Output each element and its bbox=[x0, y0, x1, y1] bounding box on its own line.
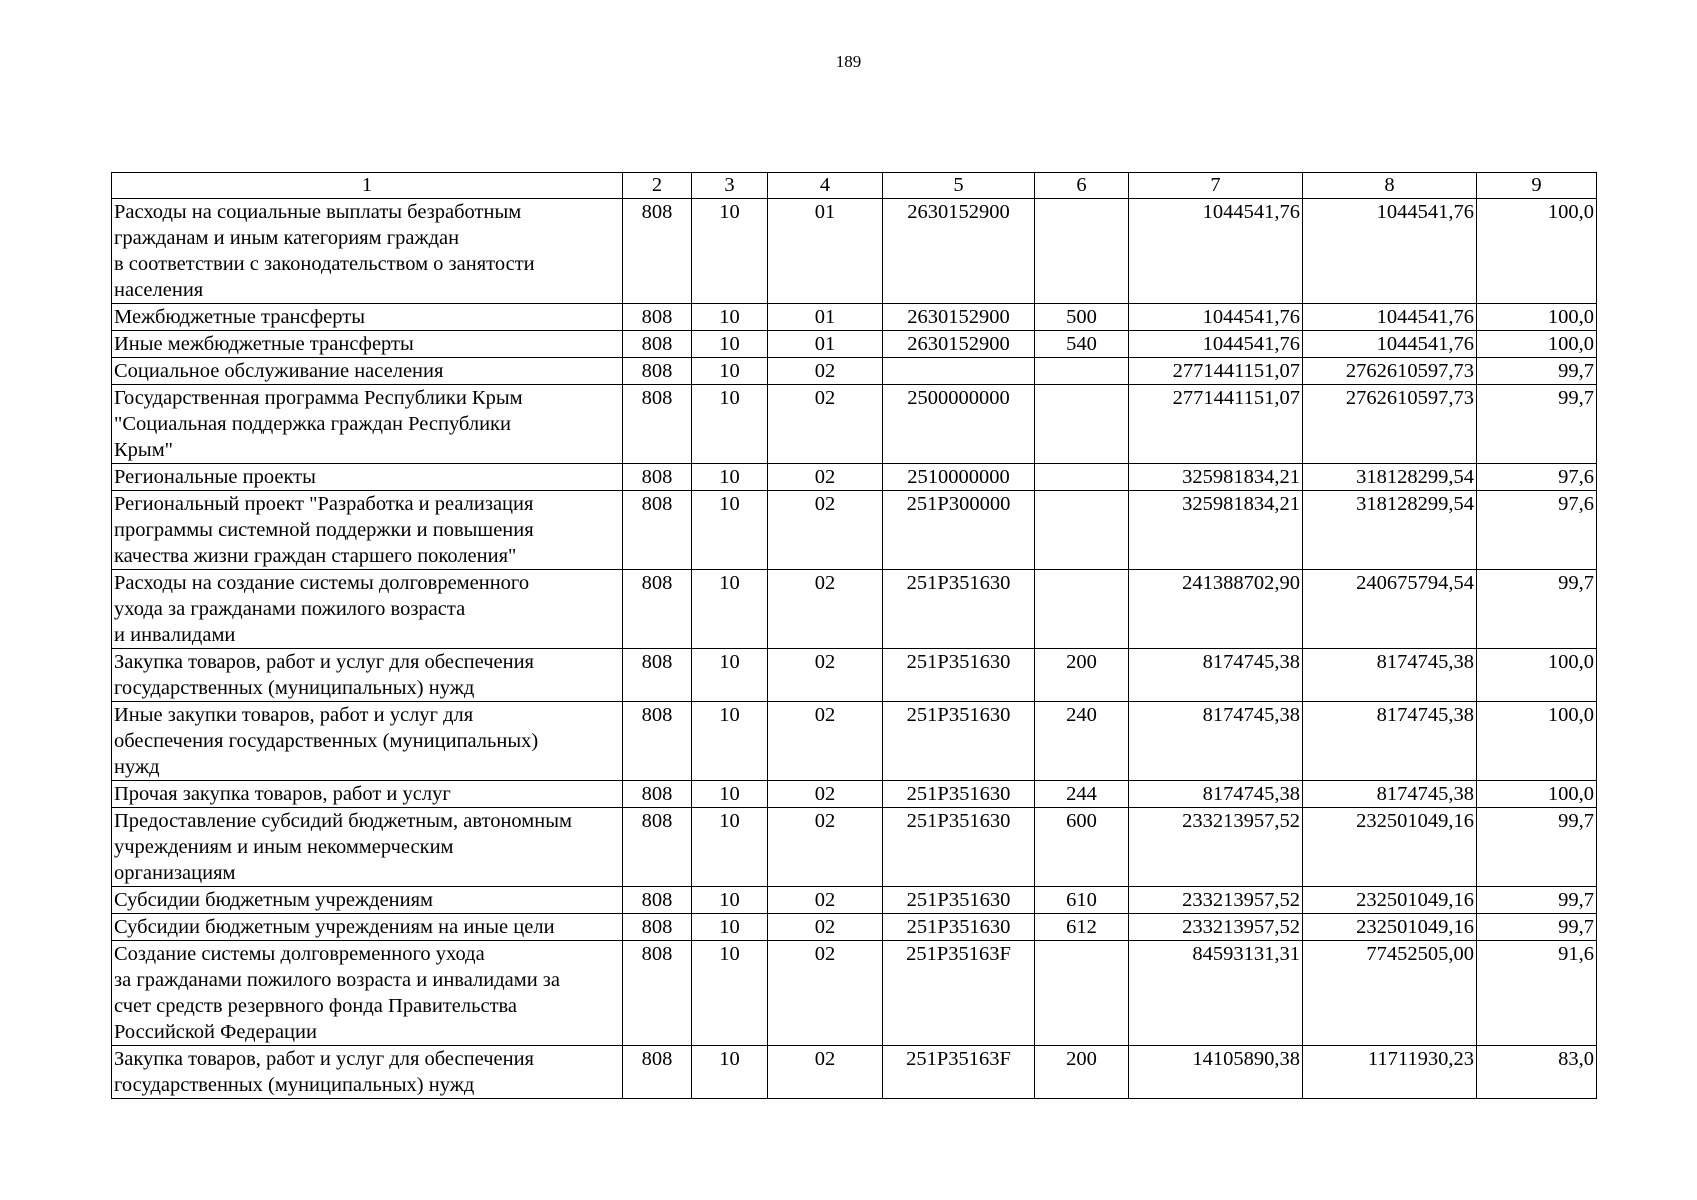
approved-amount-cell: 8174745,38 bbox=[1129, 649, 1303, 702]
description-cell bbox=[112, 781, 623, 808]
section-code-cell: 10 bbox=[692, 702, 768, 781]
description-line: Межбюджетные трансферты bbox=[114, 306, 365, 328]
expense-type-cell bbox=[1035, 941, 1129, 1046]
ministry-code-cell: 808 bbox=[623, 702, 692, 781]
description-line: счет средств резервного фонда Правительства bbox=[114, 995, 518, 1017]
expense-type-cell: 200 bbox=[1035, 649, 1129, 702]
description-line: за гражданами пожилого возраста и инвалидами за bbox=[114, 969, 560, 991]
table-row bbox=[112, 385, 1597, 464]
column-header: 5 bbox=[883, 173, 1035, 199]
target-article-cell: 251P351630 bbox=[883, 887, 1035, 914]
executed-amount-cell: 8174745,38 bbox=[1303, 649, 1477, 702]
expense-type-cell bbox=[1035, 491, 1129, 570]
target-article-cell: 2630152900 bbox=[883, 331, 1035, 358]
ministry-code-cell: 808 bbox=[623, 1046, 692, 1099]
description-cell bbox=[112, 570, 623, 649]
ministry-code-cell: 808 bbox=[623, 331, 692, 358]
target-article-cell: 251P351630 bbox=[883, 914, 1035, 941]
expense-type-cell bbox=[1035, 464, 1129, 491]
section-code-cell: 10 bbox=[692, 649, 768, 702]
page-number: 189 bbox=[835, 52, 862, 71]
subsection-code-cell: 02 bbox=[768, 491, 883, 570]
approved-amount-cell: 233213957,52 bbox=[1129, 887, 1303, 914]
description-cell bbox=[112, 358, 623, 385]
execution-percent-cell: 91,6 bbox=[1477, 941, 1597, 1046]
expense-type-cell: 610 bbox=[1035, 887, 1129, 914]
subsection-code-cell: 02 bbox=[768, 702, 883, 781]
subsection-code-cell: 01 bbox=[768, 199, 883, 304]
description-line: Субсидии бюджетным учреждениям bbox=[114, 889, 434, 911]
ministry-code-cell: 808 bbox=[623, 304, 692, 331]
description-line: населения bbox=[114, 279, 204, 301]
ministry-code-cell: 808 bbox=[623, 914, 692, 941]
description-cell bbox=[112, 808, 623, 887]
budget-table bbox=[111, 172, 1597, 1099]
expense-type-cell: 600 bbox=[1035, 808, 1129, 887]
expense-type-cell: 200 bbox=[1035, 1046, 1129, 1099]
target-article-cell: 2500000000 bbox=[883, 385, 1035, 464]
execution-percent-cell: 100,0 bbox=[1477, 304, 1597, 331]
executed-amount-cell: 77452505,00 bbox=[1303, 941, 1477, 1046]
target-article-cell: 251P35163F bbox=[883, 941, 1035, 1046]
section-code-cell: 10 bbox=[692, 464, 768, 491]
executed-amount-cell: 232501049,16 bbox=[1303, 808, 1477, 887]
expense-type-cell bbox=[1035, 358, 1129, 385]
table-row bbox=[112, 304, 1597, 331]
execution-percent-cell: 100,0 bbox=[1477, 199, 1597, 304]
subsection-code-cell: 02 bbox=[768, 464, 883, 491]
column-header: 3 bbox=[692, 173, 768, 199]
expense-type-cell bbox=[1035, 570, 1129, 649]
ministry-code-cell: 808 bbox=[623, 887, 692, 914]
target-article-cell: 251P351630 bbox=[883, 702, 1035, 781]
executed-amount-cell: 318128299,54 bbox=[1303, 491, 1477, 570]
section-code-cell: 10 bbox=[692, 304, 768, 331]
table-body bbox=[112, 173, 1597, 1099]
ministry-code-cell: 808 bbox=[623, 491, 692, 570]
target-article-cell: 2630152900 bbox=[883, 304, 1035, 331]
executed-amount-cell: 318128299,54 bbox=[1303, 464, 1477, 491]
description-line: Закупка товаров, работ и услуг для обеспечения bbox=[114, 1048, 534, 1070]
execution-percent-cell: 99,7 bbox=[1477, 570, 1597, 649]
column-header: 7 bbox=[1129, 173, 1303, 199]
description-cell bbox=[112, 941, 623, 1046]
approved-amount-cell: 2771441151,07 bbox=[1129, 385, 1303, 464]
subsection-code-cell: 02 bbox=[768, 1046, 883, 1099]
section-code-cell: 10 bbox=[692, 358, 768, 385]
description-line: гражданам и иным категориям граждан bbox=[114, 227, 460, 249]
subsection-code-cell: 02 bbox=[768, 649, 883, 702]
description-cell bbox=[112, 702, 623, 781]
approved-amount-cell: 325981834,21 bbox=[1129, 464, 1303, 491]
approved-amount-cell: 2771441151,07 bbox=[1129, 358, 1303, 385]
approved-amount-cell: 233213957,52 bbox=[1129, 808, 1303, 887]
description-line: Иные межбюджетные трансферты bbox=[114, 333, 414, 355]
executed-amount-cell: 232501049,16 bbox=[1303, 887, 1477, 914]
description-cell bbox=[112, 914, 623, 941]
table-row bbox=[112, 887, 1597, 914]
section-code-cell: 10 bbox=[692, 914, 768, 941]
description-line: нужд bbox=[114, 756, 160, 778]
target-article-cell: 251P35163F bbox=[883, 1046, 1035, 1099]
column-header: 1 bbox=[112, 173, 623, 199]
ministry-code-cell: 808 bbox=[623, 941, 692, 1046]
description-line: Предоставление субсидий бюджетным, автономным bbox=[114, 810, 572, 832]
description-line: Региональный проект "Разработка и реализация bbox=[114, 493, 534, 515]
subsection-code-cell: 02 bbox=[768, 385, 883, 464]
description-cell bbox=[112, 385, 623, 464]
executed-amount-cell: 11711930,23 bbox=[1303, 1046, 1477, 1099]
approved-amount-cell: 1044541,76 bbox=[1129, 199, 1303, 304]
description-line: Прочая закупка товаров, работ и услуг bbox=[114, 783, 451, 805]
subsection-code-cell: 01 bbox=[768, 304, 883, 331]
target-article-cell: 251P300000 bbox=[883, 491, 1035, 570]
description-line: учреждениям и иным некоммерческим bbox=[114, 836, 454, 858]
executed-amount-cell: 1044541,76 bbox=[1303, 304, 1477, 331]
target-article-cell: 251P351630 bbox=[883, 570, 1035, 649]
table-row bbox=[112, 808, 1597, 887]
section-code-cell: 10 bbox=[692, 385, 768, 464]
executed-amount-cell: 240675794,54 bbox=[1303, 570, 1477, 649]
table-row bbox=[112, 781, 1597, 808]
execution-percent-cell: 83,0 bbox=[1477, 1046, 1597, 1099]
description-line: в соответствии с законодательством о занятости bbox=[114, 253, 535, 275]
section-code-cell: 10 bbox=[692, 781, 768, 808]
expense-type-cell: 240 bbox=[1035, 702, 1129, 781]
description-cell bbox=[112, 464, 623, 491]
target-article-cell: 2630152900 bbox=[883, 199, 1035, 304]
description-line: Крым" bbox=[114, 439, 174, 461]
execution-percent-cell: 99,7 bbox=[1477, 914, 1597, 941]
description-line: Иные закупки товаров, работ и услуг для bbox=[114, 704, 474, 726]
executed-amount-cell: 1044541,76 bbox=[1303, 331, 1477, 358]
section-code-cell: 10 bbox=[692, 1046, 768, 1099]
approved-amount-cell: 8174745,38 bbox=[1129, 702, 1303, 781]
executed-amount-cell: 1044541,76 bbox=[1303, 199, 1477, 304]
description-line: Расходы на создание системы долговременного bbox=[114, 572, 530, 594]
column-header: 9 bbox=[1477, 173, 1597, 199]
subsection-code-cell: 01 bbox=[768, 331, 883, 358]
executed-amount-cell: 8174745,38 bbox=[1303, 702, 1477, 781]
description-line: Закупка товаров, работ и услуг для обеспечения bbox=[114, 651, 534, 673]
ministry-code-cell: 808 bbox=[623, 781, 692, 808]
approved-amount-cell: 8174745,38 bbox=[1129, 781, 1303, 808]
description-line: ухода за гражданами пожилого возраста bbox=[114, 598, 466, 620]
target-article-cell: 251P351630 bbox=[883, 649, 1035, 702]
column-header: 2 bbox=[623, 173, 692, 199]
executed-amount-cell: 232501049,16 bbox=[1303, 914, 1477, 941]
expense-type-cell: 244 bbox=[1035, 781, 1129, 808]
ministry-code-cell: 808 bbox=[623, 199, 692, 304]
subsection-code-cell: 02 bbox=[768, 781, 883, 808]
description-cell bbox=[112, 649, 623, 702]
description-line: государственных (муниципальных) нужд bbox=[114, 677, 475, 699]
target-article-cell bbox=[883, 358, 1035, 385]
ministry-code-cell: 808 bbox=[623, 570, 692, 649]
target-article-cell: 2510000000 bbox=[883, 464, 1035, 491]
execution-percent-cell: 99,7 bbox=[1477, 887, 1597, 914]
execution-percent-cell: 100,0 bbox=[1477, 331, 1597, 358]
section-code-cell: 10 bbox=[692, 941, 768, 1046]
description-line: Создание системы долговременного ухода bbox=[114, 943, 485, 965]
approved-amount-cell: 14105890,38 bbox=[1129, 1046, 1303, 1099]
table-row bbox=[112, 491, 1597, 570]
description-cell bbox=[112, 887, 623, 914]
execution-percent-cell: 99,7 bbox=[1477, 358, 1597, 385]
description-line: и инвалидами bbox=[114, 624, 236, 646]
description-line: Расходы на социальные выплаты безработным bbox=[114, 201, 522, 223]
execution-percent-cell: 97,6 bbox=[1477, 491, 1597, 570]
description-line: организациям bbox=[114, 862, 236, 884]
column-header: 4 bbox=[768, 173, 883, 199]
section-code-cell: 10 bbox=[692, 199, 768, 304]
approved-amount-cell: 1044541,76 bbox=[1129, 331, 1303, 358]
description-cell bbox=[112, 304, 623, 331]
target-article-cell: 251P351630 bbox=[883, 808, 1035, 887]
description-line: обеспечения государственных (муниципальных) bbox=[114, 730, 539, 752]
subsection-code-cell: 02 bbox=[768, 914, 883, 941]
table-row bbox=[112, 1046, 1597, 1099]
table-row bbox=[112, 941, 1597, 1046]
section-code-cell: 10 bbox=[692, 491, 768, 570]
description-line: программы системной поддержки и повышения bbox=[114, 519, 534, 541]
execution-percent-cell: 100,0 bbox=[1477, 781, 1597, 808]
subsection-code-cell: 02 bbox=[768, 941, 883, 1046]
table-row bbox=[112, 331, 1597, 358]
approved-amount-cell: 1044541,76 bbox=[1129, 304, 1303, 331]
expense-type-cell: 540 bbox=[1035, 331, 1129, 358]
subsection-code-cell: 02 bbox=[768, 570, 883, 649]
table-row bbox=[112, 358, 1597, 385]
expense-type-cell: 500 bbox=[1035, 304, 1129, 331]
execution-percent-cell: 97,6 bbox=[1477, 464, 1597, 491]
description-line: Социальное обслуживание населения bbox=[114, 360, 444, 382]
target-article-cell: 251P351630 bbox=[883, 781, 1035, 808]
expense-type-cell bbox=[1035, 385, 1129, 464]
execution-percent-cell: 99,7 bbox=[1477, 385, 1597, 464]
description-line: Региональные проекты bbox=[114, 466, 316, 488]
column-header: 8 bbox=[1303, 173, 1477, 199]
description-cell bbox=[112, 491, 623, 570]
executed-amount-cell: 8174745,38 bbox=[1303, 781, 1477, 808]
description-line: государственных (муниципальных) нужд bbox=[114, 1074, 475, 1096]
description-line: Государственная программа Республики Крым bbox=[114, 387, 523, 409]
description-line: качества жизни граждан старшего поколения" bbox=[114, 545, 517, 567]
executed-amount-cell: 2762610597,73 bbox=[1303, 385, 1477, 464]
subsection-code-cell: 02 bbox=[768, 358, 883, 385]
section-code-cell: 10 bbox=[692, 808, 768, 887]
table-row bbox=[112, 464, 1597, 491]
ministry-code-cell: 808 bbox=[623, 358, 692, 385]
approved-amount-cell: 241388702,90 bbox=[1129, 570, 1303, 649]
executed-amount-cell: 2762610597,73 bbox=[1303, 358, 1477, 385]
section-code-cell: 10 bbox=[692, 331, 768, 358]
execution-percent-cell: 99,7 bbox=[1477, 808, 1597, 887]
ministry-code-cell: 808 bbox=[623, 385, 692, 464]
description-cell bbox=[112, 199, 623, 304]
expense-type-cell: 612 bbox=[1035, 914, 1129, 941]
description-cell bbox=[112, 331, 623, 358]
column-header: 6 bbox=[1035, 173, 1129, 199]
column-number-row bbox=[112, 173, 1597, 199]
ministry-code-cell: 808 bbox=[623, 808, 692, 887]
approved-amount-cell: 84593131,31 bbox=[1129, 941, 1303, 1046]
ministry-code-cell: 808 bbox=[623, 464, 692, 491]
section-code-cell: 10 bbox=[692, 887, 768, 914]
ministry-code-cell: 808 bbox=[623, 649, 692, 702]
table-row bbox=[112, 702, 1597, 781]
table-row bbox=[112, 914, 1597, 941]
table-row bbox=[112, 570, 1597, 649]
description-cell bbox=[112, 1046, 623, 1099]
execution-percent-cell: 100,0 bbox=[1477, 702, 1597, 781]
subsection-code-cell: 02 bbox=[768, 808, 883, 887]
table-row bbox=[112, 199, 1597, 304]
approved-amount-cell: 325981834,21 bbox=[1129, 491, 1303, 570]
description-line: "Социальная поддержка граждан Республики bbox=[114, 413, 511, 435]
table-row bbox=[112, 649, 1597, 702]
expense-type-cell bbox=[1035, 199, 1129, 304]
subsection-code-cell: 02 bbox=[768, 887, 883, 914]
description-line: Субсидии бюджетным учреждениям на иные цели bbox=[114, 916, 555, 938]
section-code-cell: 10 bbox=[692, 570, 768, 649]
approved-amount-cell: 233213957,52 bbox=[1129, 914, 1303, 941]
description-line: Российской Федерации bbox=[114, 1021, 317, 1043]
execution-percent-cell: 100,0 bbox=[1477, 649, 1597, 702]
